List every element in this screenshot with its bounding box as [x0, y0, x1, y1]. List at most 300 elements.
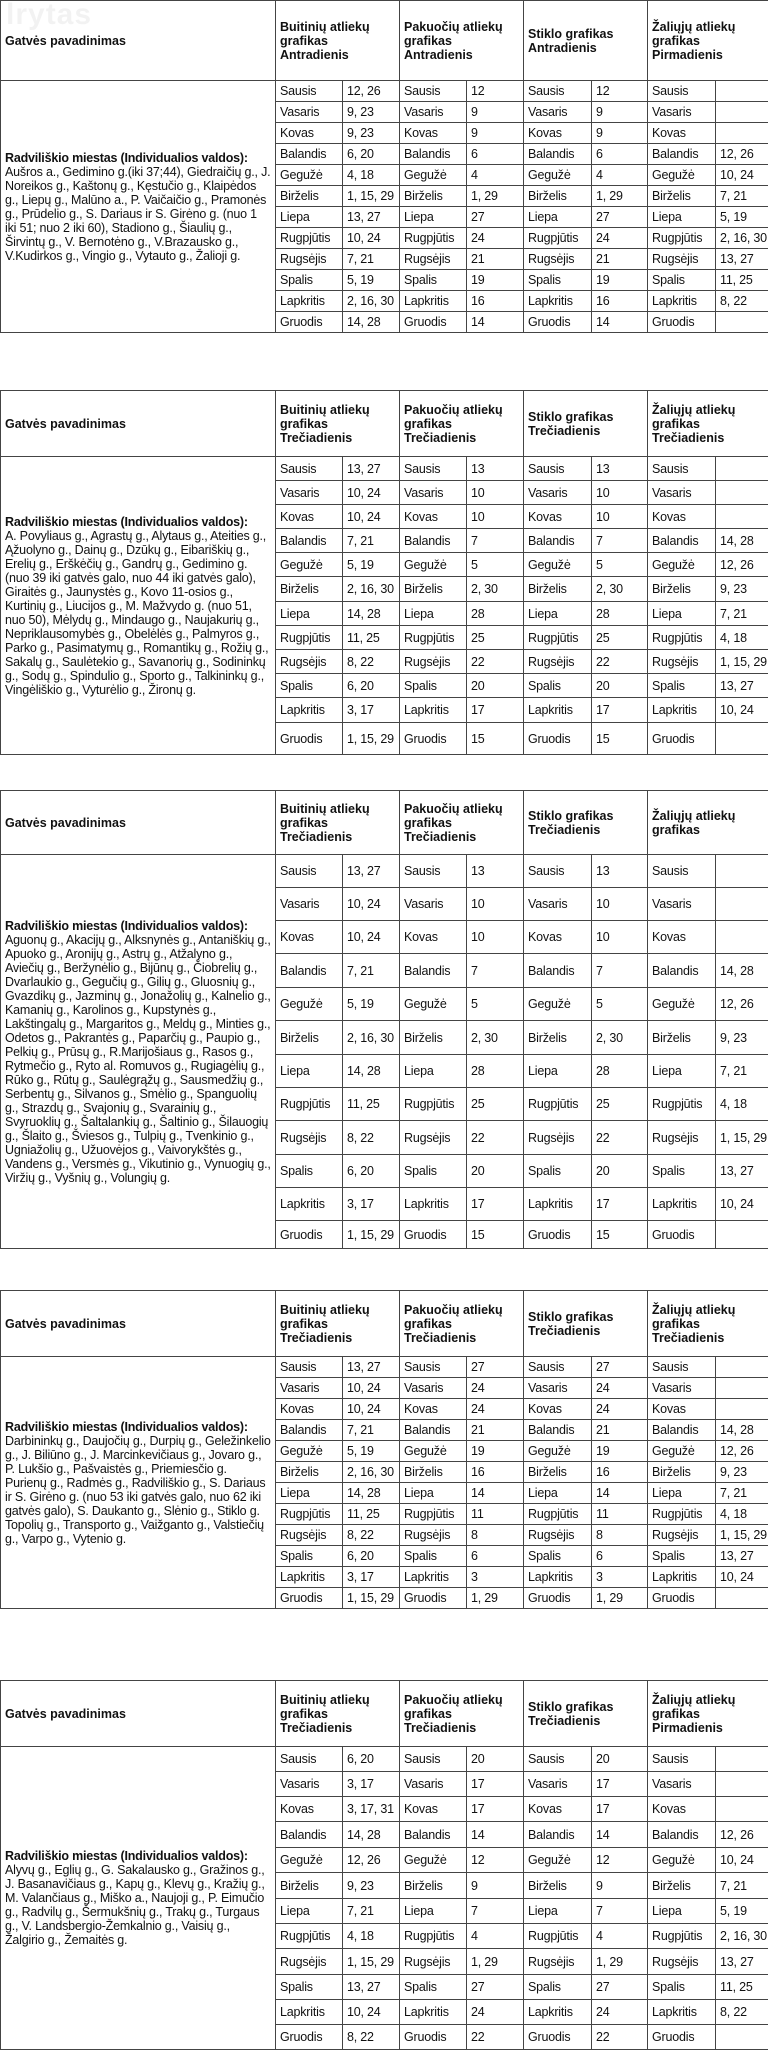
month-label: Kovas: [524, 1399, 592, 1420]
street-list-cell: [1, 1747, 276, 2050]
buitiniu-schedule-header: Buitinių atliekų grafikas Trečiadienis: [276, 1291, 400, 1357]
month-label: Gruodis: [648, 2025, 716, 2050]
pickup-dates: 11, 25: [716, 1975, 768, 2000]
pickup-dates: 10, 24: [343, 228, 400, 249]
month-label: Kovas: [276, 505, 343, 529]
month-label: Balandis: [276, 144, 343, 165]
month-label: Spalis: [648, 1155, 716, 1188]
pickup-dates: 28: [467, 1055, 524, 1088]
pickup-dates: 2, 16, 30: [343, 1021, 400, 1055]
pickup-dates: 3, 17: [343, 1772, 400, 1797]
pakuociu-schedule-header: Pakuočių atliekų grafikas Trečiadienis: [400, 391, 524, 457]
month-label: Rugpjūtis: [276, 228, 343, 249]
pickup-dates: 7, 21: [716, 1873, 768, 1899]
buitiniu-schedule-header: Buitinių atliekų grafikas Trečiadienis: [276, 1681, 400, 1747]
month-label: Sausis: [524, 81, 592, 102]
pickup-dates: 19: [592, 270, 648, 291]
month-label: Gruodis: [524, 1221, 592, 1249]
month-label: Rugsėjis: [400, 650, 467, 674]
area-title: Radviliškio miestas (Individualios valdos):: [5, 514, 248, 529]
pickup-dates: 9, 23: [343, 123, 400, 144]
month-label: Liepa: [276, 1899, 343, 1924]
pickup-dates: 9, 23: [716, 1462, 768, 1483]
table-row: [1, 81, 768, 102]
pickup-dates: 2, 30: [467, 1021, 524, 1055]
month-label: Gruodis: [276, 1588, 343, 1609]
stiklo-schedule-header: Stiklo grafikas Trečiadienis: [524, 791, 648, 855]
pickup-dates: 2, 30: [467, 577, 524, 602]
month-label: Gegužė: [276, 1848, 343, 1873]
pickup-dates: 4, 18: [343, 1924, 400, 1949]
month-label: Sausis: [276, 457, 343, 481]
month-label: Kovas: [648, 123, 716, 144]
pickup-dates: 22: [467, 650, 524, 674]
pickup-dates: [716, 1357, 768, 1378]
month-label: Birželis: [524, 186, 592, 207]
table-row: [1, 855, 768, 888]
month-label: Kovas: [648, 1797, 716, 1822]
month-label: Lapkritis: [400, 1567, 467, 1588]
pickup-dates: 12, 26: [716, 1441, 768, 1462]
month-label: Sausis: [400, 1357, 467, 1378]
pickup-dates: 3, 17: [343, 1567, 400, 1588]
pickup-dates: 28: [467, 602, 524, 626]
street-list: Aušros a., Gedimino g.(iki 37;44), Giedraičių g., J. Noreikos g., Kaštonų g., Kęstučio g., Klaipėdos g., Liepų g., Malūno a., P. Vaičaičio g., Pramonės g., Prūdelio g., S. Dariaus ir S. Girėno g. (nuo 1 iki 51; nuo 2 iki 60), Stadiono g., Šiaulių g., Širvintų g., V. Bernotėno g., V.Brazausko g., V.Kudirkos g., Vingio g., Vytauto g., Žalioji g.: [5, 164, 271, 263]
pickup-dates: 1, 29: [467, 186, 524, 207]
month-label: Gegužė: [400, 165, 467, 186]
month-label: Sausis: [648, 1747, 716, 1772]
month-label: Liepa: [276, 1055, 343, 1088]
pickup-dates: 20: [592, 1155, 648, 1188]
pickup-dates: 9: [592, 123, 648, 144]
month-label: Rugsėjis: [524, 650, 592, 674]
pickup-dates: 4, 18: [343, 165, 400, 186]
pickup-dates: [716, 1772, 768, 1797]
pickup-dates: 6: [467, 1546, 524, 1567]
month-label: Gruodis: [400, 2025, 467, 2050]
pickup-dates: 7: [467, 954, 524, 988]
month-label: Balandis: [524, 1420, 592, 1441]
pickup-dates: [716, 723, 768, 755]
header-row: [1, 1681, 768, 1747]
pickup-dates: 24: [467, 2000, 524, 2025]
month-label: Vasaris: [524, 888, 592, 921]
month-label: Lapkritis: [524, 291, 592, 312]
pickup-dates: 4, 18: [716, 1504, 768, 1525]
pickup-dates: 13, 27: [343, 207, 400, 228]
pickup-dates: 10: [467, 505, 524, 529]
pickup-dates: 11, 25: [343, 1088, 400, 1121]
pickup-dates: 13: [592, 855, 648, 888]
pickup-dates: 1, 29: [467, 1588, 524, 1609]
pickup-dates: 7: [467, 1899, 524, 1924]
buitiniu-schedule-header: Buitinių atliekų grafikas Trečiadienis: [276, 791, 400, 855]
month-label: Rugpjūtis: [648, 1088, 716, 1121]
stiklo-schedule-header: Stiklo grafikas Trečiadienis: [524, 391, 648, 457]
pickup-dates: [716, 855, 768, 888]
pickup-dates: 14: [592, 1822, 648, 1848]
month-label: Vasaris: [400, 1378, 467, 1399]
pickup-dates: 4: [592, 1924, 648, 1949]
pickup-dates: 19: [592, 1441, 648, 1462]
pickup-dates: 9, 23: [716, 1021, 768, 1055]
month-label: Gegužė: [400, 553, 467, 577]
month-label: Sausis: [648, 855, 716, 888]
pickup-dates: 13: [467, 457, 524, 481]
pickup-dates: 16: [467, 1462, 524, 1483]
pickup-dates: 25: [467, 1088, 524, 1121]
pickup-dates: 8, 22: [343, 1525, 400, 1546]
pickup-dates: 6, 20: [343, 1155, 400, 1188]
pickup-dates: 8, 22: [343, 2025, 400, 2050]
month-label: Rugpjūtis: [400, 1088, 467, 1121]
pickup-dates: 9: [592, 1873, 648, 1899]
street-list-cell: [1, 855, 276, 1249]
month-label: Sausis: [524, 457, 592, 481]
month-label: Lapkritis: [276, 1188, 343, 1221]
month-label: Balandis: [276, 954, 343, 988]
month-label: Gegužė: [524, 988, 592, 1021]
pickup-dates: 27: [592, 1975, 648, 2000]
street-name-header: Gatvės pavadinimas: [1, 391, 276, 457]
month-label: Lapkritis: [648, 1567, 716, 1588]
pickup-dates: [716, 888, 768, 921]
pickup-dates: 20: [467, 674, 524, 698]
month-label: Gruodis: [648, 312, 716, 333]
pickup-dates: 10, 24: [343, 505, 400, 529]
pickup-dates: 9, 23: [716, 577, 768, 602]
month-label: Gruodis: [276, 2025, 343, 2050]
pickup-dates: 1, 15, 29: [716, 1121, 768, 1155]
month-label: Rugpjūtis: [648, 1504, 716, 1525]
pickup-dates: 14, 28: [343, 1055, 400, 1088]
pickup-dates: 10, 24: [343, 1378, 400, 1399]
pickup-dates: 13, 27: [716, 674, 768, 698]
table-row: [1, 1747, 768, 1772]
month-label: Spalis: [524, 674, 592, 698]
pickup-dates: 24: [592, 2000, 648, 2025]
zaliuju-schedule-header: Žaliųjų atliekų grafikas Pirmadienis: [648, 1681, 768, 1747]
month-label: Rugsėjis: [648, 1949, 716, 1975]
month-label: Kovas: [276, 921, 343, 954]
month-label: Rugsėjis: [400, 249, 467, 270]
pickup-dates: 13, 27: [716, 1546, 768, 1567]
month-label: Lapkritis: [648, 1188, 716, 1221]
pickup-dates: 5: [592, 553, 648, 577]
pickup-dates: 13, 27: [716, 1949, 768, 1975]
watermark-logo: lrytas: [6, 0, 93, 31]
header-row: [1, 391, 768, 457]
pickup-dates: 17: [592, 1797, 648, 1822]
pickup-dates: 22: [592, 650, 648, 674]
pickup-dates: 10, 24: [716, 1188, 768, 1221]
month-label: Liepa: [648, 1055, 716, 1088]
pickup-dates: 7: [592, 954, 648, 988]
pickup-dates: 4, 18: [716, 626, 768, 650]
month-label: Balandis: [276, 1420, 343, 1441]
month-label: Lapkritis: [524, 2000, 592, 2025]
area-title: Radviliškio miestas (Individualios valdos):: [5, 1849, 248, 1863]
month-label: Liepa: [400, 207, 467, 228]
pickup-dates: 13: [467, 855, 524, 888]
month-label: Rugpjūtis: [276, 1504, 343, 1525]
pickup-dates: 7: [592, 1899, 648, 1924]
month-label: Rugpjūtis: [400, 626, 467, 650]
pickup-dates: 1, 15, 29: [343, 186, 400, 207]
month-label: Vasaris: [276, 1378, 343, 1399]
pickup-dates: 8, 22: [343, 1121, 400, 1155]
pickup-dates: 20: [592, 1747, 648, 1772]
month-label: Birželis: [400, 1873, 467, 1899]
month-label: Lapkritis: [400, 1188, 467, 1221]
month-label: Gegužė: [524, 1441, 592, 1462]
pickup-dates: 7, 21: [716, 1055, 768, 1088]
month-label: Vasaris: [524, 102, 592, 123]
pickup-dates: 2, 16, 30: [716, 228, 768, 249]
month-label: Vasaris: [648, 888, 716, 921]
pickup-dates: 14, 28: [343, 1483, 400, 1504]
schedule-table: [0, 1680, 768, 2050]
pickup-dates: 28: [592, 602, 648, 626]
pickup-dates: 12: [592, 1848, 648, 1873]
month-label: Sausis: [524, 1747, 592, 1772]
pickup-dates: 1, 15, 29: [343, 1588, 400, 1609]
pickup-dates: 24: [592, 228, 648, 249]
pickup-dates: 8, 22: [716, 291, 768, 312]
month-label: Birželis: [400, 1021, 467, 1055]
pickup-dates: 21: [467, 249, 524, 270]
pickup-dates: [716, 481, 768, 505]
month-label: Kovas: [276, 1399, 343, 1420]
month-label: Balandis: [400, 144, 467, 165]
buitiniu-schedule-header: Buitinių atliekų grafikas Trečiadienis: [276, 391, 400, 457]
month-label: Spalis: [400, 1546, 467, 1567]
month-label: Rugsėjis: [648, 650, 716, 674]
month-label: Gegužė: [648, 165, 716, 186]
pickup-dates: 5: [467, 988, 524, 1021]
month-label: Gegužė: [648, 553, 716, 577]
pickup-dates: 21: [592, 1420, 648, 1441]
pickup-dates: 24: [592, 1378, 648, 1399]
month-label: Liepa: [648, 207, 716, 228]
month-label: Gruodis: [400, 312, 467, 333]
pickup-dates: 22: [592, 2025, 648, 2050]
month-label: Rugpjūtis: [524, 626, 592, 650]
month-label: Birželis: [524, 1873, 592, 1899]
table-row: [1, 1357, 768, 1378]
month-label: Vasaris: [276, 1772, 343, 1797]
month-label: Balandis: [400, 954, 467, 988]
pickup-dates: 17: [592, 1188, 648, 1221]
month-label: Gruodis: [648, 1588, 716, 1609]
month-label: Kovas: [400, 123, 467, 144]
pickup-dates: [716, 1378, 768, 1399]
pickup-dates: [716, 2025, 768, 2050]
month-label: Birželis: [648, 1021, 716, 1055]
pickup-dates: 13, 27: [343, 1357, 400, 1378]
pickup-dates: 22: [592, 1121, 648, 1155]
month-label: Gegužė: [524, 1848, 592, 1873]
pickup-dates: [716, 1399, 768, 1420]
pickup-dates: 13, 27: [716, 249, 768, 270]
street-list-cell: [1, 457, 276, 755]
pickup-dates: 7, 21: [716, 1483, 768, 1504]
month-label: Lapkritis: [648, 2000, 716, 2025]
month-label: Birželis: [276, 186, 343, 207]
pickup-dates: 5, 19: [716, 1899, 768, 1924]
month-label: Balandis: [648, 144, 716, 165]
month-label: Balandis: [276, 1822, 343, 1848]
pickup-dates: 25: [592, 626, 648, 650]
pickup-dates: 4, 18: [716, 1088, 768, 1121]
pickup-dates: 14: [592, 312, 648, 333]
pickup-dates: 2, 30: [592, 1021, 648, 1055]
month-label: Kovas: [276, 1797, 343, 1822]
month-label: Lapkritis: [276, 2000, 343, 2025]
pickup-dates: 12: [467, 1848, 524, 1873]
pickup-dates: 27: [592, 207, 648, 228]
month-label: Gruodis: [524, 723, 592, 755]
month-label: Kovas: [276, 123, 343, 144]
pickup-dates: 14: [467, 1483, 524, 1504]
pickup-dates: 6, 20: [343, 1546, 400, 1567]
pickup-dates: 6: [592, 1546, 648, 1567]
pickup-dates: 3, 17: [343, 1188, 400, 1221]
month-label: Birželis: [524, 1021, 592, 1055]
month-label: Liepa: [400, 1483, 467, 1504]
month-label: Sausis: [524, 1357, 592, 1378]
month-label: Lapkritis: [524, 698, 592, 723]
pickup-dates: 14, 28: [716, 954, 768, 988]
pickup-dates: 10, 24: [716, 165, 768, 186]
pickup-dates: 9: [592, 102, 648, 123]
month-label: Spalis: [276, 270, 343, 291]
pickup-dates: 5, 19: [716, 207, 768, 228]
zaliuju-schedule-header: Žaliųjų atliekų grafikas Trečiadienis: [648, 391, 768, 457]
month-label: Vasaris: [276, 888, 343, 921]
month-label: Gruodis: [648, 723, 716, 755]
month-label: Lapkritis: [276, 1567, 343, 1588]
pickup-dates: 10, 24: [343, 2000, 400, 2025]
pickup-dates: 13, 27: [716, 1155, 768, 1188]
street-name-header: Gatvės pavadinimas: [1, 1, 276, 81]
pickup-dates: 10, 24: [343, 888, 400, 921]
pickup-dates: 7, 21: [716, 186, 768, 207]
pickup-dates: 20: [467, 1747, 524, 1772]
month-label: Spalis: [400, 674, 467, 698]
pickup-dates: 17: [467, 1188, 524, 1221]
pickup-dates: 27: [467, 1357, 524, 1378]
pickup-dates: 24: [467, 228, 524, 249]
pickup-dates: 8, 22: [343, 650, 400, 674]
month-label: Vasaris: [648, 102, 716, 123]
pickup-dates: 2, 16, 30: [343, 577, 400, 602]
month-label: Rugsėjis: [400, 1525, 467, 1546]
pickup-dates: [716, 505, 768, 529]
month-label: Sausis: [276, 855, 343, 888]
pickup-dates: [716, 1797, 768, 1822]
pickup-dates: 19: [467, 270, 524, 291]
pickup-dates: 27: [467, 1975, 524, 2000]
month-label: Liepa: [524, 1483, 592, 1504]
pickup-dates: 14, 28: [716, 1420, 768, 1441]
month-label: Sausis: [648, 81, 716, 102]
month-label: Liepa: [648, 602, 716, 626]
pickup-dates: [716, 123, 768, 144]
month-label: Gruodis: [524, 312, 592, 333]
month-label: Gegužė: [648, 988, 716, 1021]
month-label: Vasaris: [648, 481, 716, 505]
month-label: Balandis: [648, 954, 716, 988]
pickup-dates: 5, 19: [343, 1441, 400, 1462]
month-label: Vasaris: [524, 481, 592, 505]
month-label: Birželis: [276, 1021, 343, 1055]
month-label: Rugpjūtis: [400, 1504, 467, 1525]
month-label: Spalis: [524, 1546, 592, 1567]
month-label: Lapkritis: [648, 291, 716, 312]
pickup-dates: 13, 27: [343, 457, 400, 481]
month-label: Rugsėjis: [524, 1525, 592, 1546]
month-label: Liepa: [276, 602, 343, 626]
pickup-dates: 27: [592, 1357, 648, 1378]
pickup-dates: 1, 29: [467, 1949, 524, 1975]
pickup-dates: 6, 20: [343, 674, 400, 698]
pickup-dates: [716, 1221, 768, 1249]
pickup-dates: 12, 26: [716, 988, 768, 1021]
month-label: Kovas: [648, 1399, 716, 1420]
street-list-cell: [1, 1357, 276, 1609]
month-label: Gegužė: [400, 988, 467, 1021]
month-label: Kovas: [524, 1797, 592, 1822]
month-label: Kovas: [400, 505, 467, 529]
stiklo-schedule-header: Stiklo grafikas Trečiadienis: [524, 1291, 648, 1357]
month-label: Gegužė: [524, 553, 592, 577]
month-label: Spalis: [400, 1975, 467, 2000]
month-label: Liepa: [524, 1899, 592, 1924]
month-label: Rugpjūtis: [648, 1924, 716, 1949]
month-label: Spalis: [276, 674, 343, 698]
pickup-dates: 24: [467, 1399, 524, 1420]
month-label: Balandis: [524, 144, 592, 165]
header-row: [1, 1291, 768, 1357]
pickup-dates: 15: [467, 1221, 524, 1249]
schedule-table: [0, 390, 768, 755]
pickup-dates: 14: [592, 1483, 648, 1504]
month-label: Liepa: [276, 207, 343, 228]
pickup-dates: 7, 21: [343, 954, 400, 988]
month-label: Kovas: [648, 505, 716, 529]
month-label: Lapkritis: [400, 291, 467, 312]
month-label: Gegužė: [276, 988, 343, 1021]
pickup-dates: 7: [467, 529, 524, 553]
month-label: Birželis: [276, 1873, 343, 1899]
month-label: Birželis: [400, 1462, 467, 1483]
month-label: Rugpjūtis: [400, 228, 467, 249]
pickup-dates: 12, 26: [343, 81, 400, 102]
pickup-dates: 22: [467, 2025, 524, 2050]
month-label: Rugsėjis: [400, 1949, 467, 1975]
pickup-dates: [716, 1588, 768, 1609]
month-label: Birželis: [648, 186, 716, 207]
month-label: Balandis: [524, 529, 592, 553]
pickup-dates: 10, 24: [716, 1848, 768, 1873]
area-title: Radviliškio miestas (Individualios valdos):: [5, 1419, 248, 1434]
pakuociu-schedule-header: Pakuočių atliekų grafikas Trečiadienis: [400, 791, 524, 855]
pickup-dates: 2, 30: [592, 577, 648, 602]
pickup-dates: [716, 457, 768, 481]
month-label: Sausis: [648, 457, 716, 481]
month-label: Kovas: [400, 1399, 467, 1420]
